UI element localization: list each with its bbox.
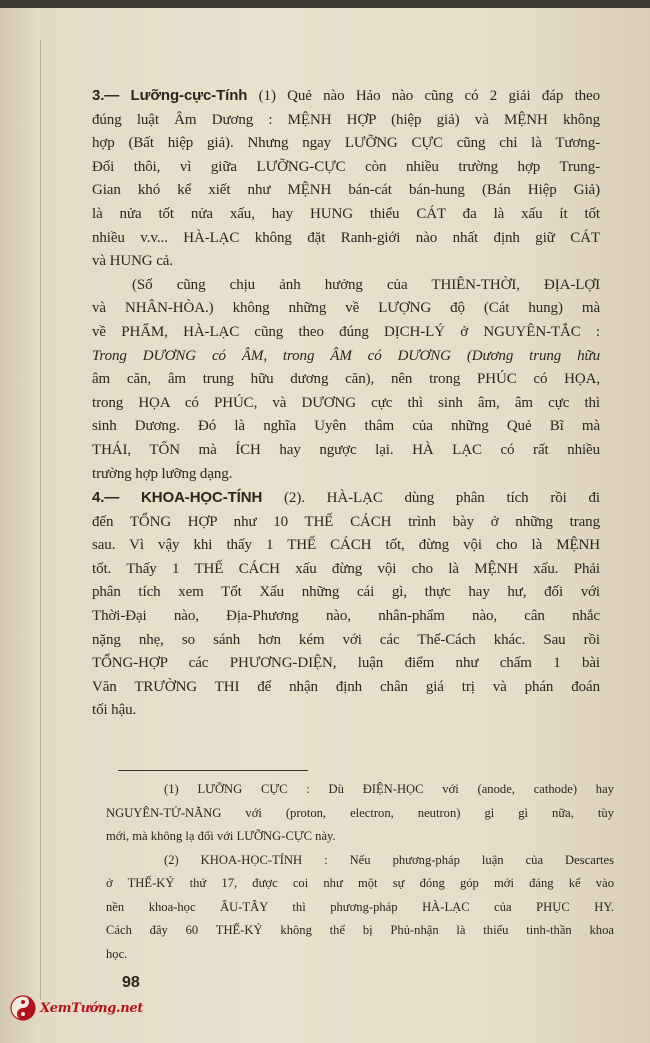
footnote-line: mới, mà không lạ đối với LƯỠNG-CỰC này. (106, 829, 336, 843)
text-line: Gian khó kể xiết như MỆNH bán-cát bán-hung (Bán Hiệp Giả) (92, 182, 600, 199)
text-line: sinh Dương. Đó là nghĩa Uyên thâm của những Quẻ Bĩ mà (92, 418, 600, 435)
footnote-line: (2) KHOA-HỌC-TÍNH : Nếu phương-pháp luận của Descartes (164, 852, 614, 867)
text-line: hợp (Bất hiệp giả). Nhưng ngay LƯỠNG CỰC cũng chỉ là Tương- (92, 135, 600, 152)
scan-top-border (0, 0, 650, 8)
main-text (92, 84, 600, 723)
page-gutter-line (40, 40, 41, 1000)
footnote-line: ở THẾ-KỶ thứ 17, được coi như một sự đóng góp mới đáng kể vào (106, 876, 614, 890)
section-3-heading: Lưỡng-cực-Tính (130, 87, 248, 104)
section-4-first-line (92, 486, 600, 511)
text-line: Trong DƯƠNG có ÂM, trong ÂM có DƯƠNG (Dương trung hữu (92, 347, 600, 364)
footnote-line: Cách đây 60 THẾ-KỶ không thể bị Phủ-nhận là thiếu tinh-thần khoa (106, 923, 614, 937)
text-line: (2). HÀ-LẠC dùng phân tích rồi đi (284, 490, 600, 507)
yin-yang-icon (10, 995, 36, 1021)
text-line: tốt. Thấy 1 THẾ CÁCH xấu đừng vội cho là MỆNH xấu. Phải (92, 560, 600, 577)
text-line: trong HỌA có PHÚC, và DƯƠNG cực thì sinh âm, âm cực thì (92, 394, 600, 411)
text-line: âm căn, âm trung hữu dương căn), nên trong PHÚC có HỌA, (92, 371, 600, 388)
text-line: THÁI, TỐN mà ÍCH hay ngược lại. HÀ LẠC có rất nhiều (92, 441, 600, 458)
text-line: đến TỔNG HỢP như 10 THẾ CÁCH trình bày ở những trang (92, 513, 600, 530)
text-line: phân tích xem Tốt Xấu những cái gì, thực hay hư, đối với (92, 584, 600, 601)
text-line: và HUNG cả. (92, 253, 173, 270)
text-line: sau. Vì vậy khi thấy 1 THẾ CÁCH tốt, đừng vội cho là MỆNH (92, 537, 600, 554)
text-line: nặng nhẹ, so sánh hơn kém với các Thế-Cách khác. Sau rồi (92, 631, 600, 648)
text-line: Văn TRƯỜNG THI để nhận định chân giá trị và phán đoán (92, 678, 600, 695)
footnote-line: nền khoa-học ÂU-TÂY thì phương-pháp HÀ-LẠC của PHỤC HY. (106, 899, 614, 914)
text-line: về PHẨM, HÀ-LẠC cũng theo đúng DỊCH-LÝ ở NGUYÊN-TẮC : (92, 323, 600, 340)
text-line: trường hợp lưỡng dạng. (92, 465, 233, 482)
footnote-line: NGUYÊN-TỬ-NĂNG với (proton, electron, neutron) gì gì nữa, tùy (106, 805, 614, 820)
text-line: (Số cũng chịu ảnh hưởng của THIÊN-THỜI, ĐỊA-LỢI (132, 276, 600, 293)
text-line: TỔNG-HỢP các PHƯƠNG-DIỆN, luận điểm như chấm 1 bài (92, 655, 600, 672)
footnote-line: học. (106, 946, 128, 961)
text-line: (1) Quẻ nào Hảo nào cũng có 2 giải đáp theo (258, 88, 600, 104)
section-4-number: 4.— (92, 489, 120, 507)
site-logo[interactable] (10, 994, 180, 1022)
text-line: tối hậu. (92, 702, 137, 719)
section-3-first-line (92, 84, 600, 109)
footnote-line: (1) LƯỠNG CỰC : Dù ĐIỆN-HỌC với (anode, cathode) hay (164, 782, 614, 796)
section-3-number: 3.— (92, 87, 120, 104)
text-line: nhiều v.v... HÀ-LẠC không đặt Ranh-giới nào nhất định giữ CÁT (92, 229, 600, 246)
section-4-heading: KHOA-HỌC-TÍNH (141, 489, 263, 507)
footnotes (106, 778, 614, 966)
text-line: Thời-Đại nào, Địa-Phương nào, nhân-phẩm nào, cân nhắc (92, 608, 600, 625)
footnote-separator (118, 770, 308, 771)
page-number: 98 (122, 974, 140, 991)
text-line: đúng luật Âm Dương : MỆNH HỢP (hiệp giả) và MỆNH không (92, 111, 600, 128)
text-line: và NHÂN-HÒA.) không những về LƯỢNG độ (Cát hung) mà (92, 300, 600, 317)
text-line: Đối thôi, vì giữa LƯỠNG-CỰC còn nhiều trường hợp Trung- (92, 158, 600, 175)
text-line: là nửa tốt nửa xấu, hay HUNG thiểu CÁT đa là xấu ít tốt (92, 205, 600, 222)
logo-text: XemTướng.net (40, 1000, 144, 1016)
